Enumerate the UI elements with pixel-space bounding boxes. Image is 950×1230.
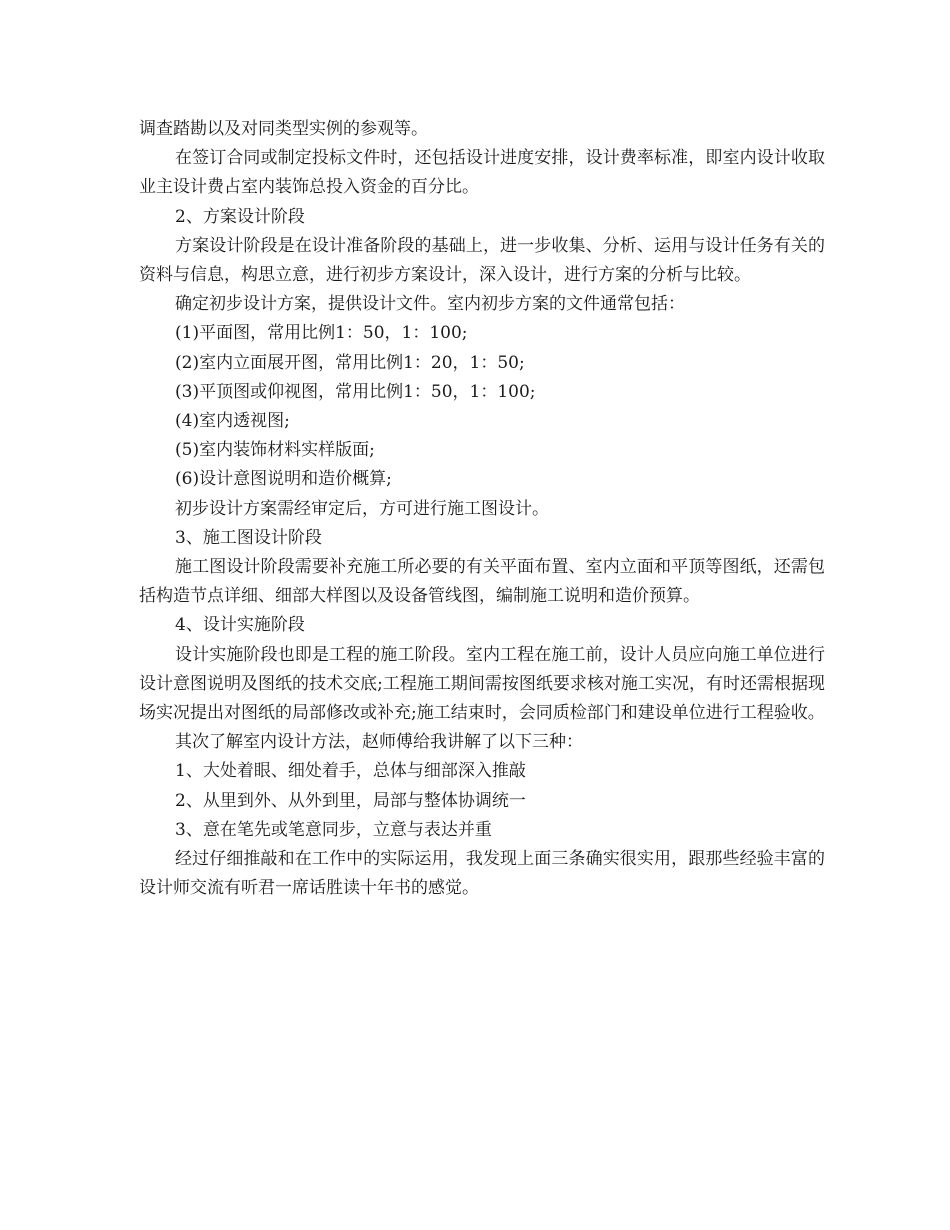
list-item-floor-plan: (1)平面图，常用比例1：50，1：100;	[175, 323, 468, 344]
paragraph-approval-note: 初步设计方案需经审定后，方可进行施工图设计。	[175, 498, 549, 519]
paragraph-survey-continuation: 调查踏勘以及对同类型实例的参观等。	[139, 119, 428, 139]
paragraph-scheme-design-description: 方案设计阶段是在设计准备阶段的基础上，进一步收集、分析、运用与设计任务有关的资料与信息，构思立意，进行初步方案设计，深入设计，进行方案的分析与比较。	[139, 235, 825, 286]
list-item-material-samples: (5)室内装饰材料实样版面;	[175, 440, 375, 461]
paragraph-implementation-description: 设计实施阶段也即是工程的施工阶段。室内工程在施工前，设计人员应向施工单位进行设计意图说明及图纸的技术交底;工程施工期间需按图纸要求核对施工实况，有时还需根据现场实况提出对图纸的局部修改或补充;施工结束时，会同质检部门和建设单位进行工程验收。	[139, 644, 825, 724]
list-item-ceiling-plan: (3)平顶图或仰视图，常用比例1：50，1：100;	[175, 381, 536, 402]
document-body	[139, 115, 825, 903]
list-item-design-intent-budget: (6)设计意图说明和造价概算;	[175, 469, 392, 490]
heading-construction-drawing-stage: 3、施工图设计阶段	[175, 527, 322, 548]
paragraph-construction-drawing-description: 施工图设计阶段需要补充施工所必要的有关平面布置、室内立面和平顶等图纸，还需包括构造节点详细、细部大样图以及设备管线图，编制施工说明和造价预算。	[139, 557, 825, 607]
paragraph-contract-terms: 在签订合同或制定投标文件时，还包括设计进度安排，设计费率标准，即室内设计收取业主设计费占室内装饰总投入资金的百分比。	[139, 148, 825, 198]
list-item-method-two: 2、从里到外、从外到里，局部与整体协调统一	[175, 790, 526, 811]
paragraph-conclusion: 经过仔细推敲和在工作中的实际运用，我发现上面三条确实很实用，跟那些经验丰富的设计师交流有听君一席话胜读十年书的感觉。	[139, 849, 825, 899]
paragraph-design-methods-intro: 其次了解室内设计方法，赵师傅给我讲解了以下三种：	[175, 732, 583, 753]
list-item-elevation: (2)室内立面展开图，常用比例1：20，1：50;	[175, 352, 525, 373]
list-item-perspective: (4)室内透视图;	[175, 411, 290, 432]
list-item-method-one: 1、大处着眼、细处着手，总体与细部深入推敲	[175, 761, 526, 782]
heading-implementation-stage: 4、设计实施阶段	[175, 615, 305, 636]
heading-scheme-design-stage: 2、方案设计阶段	[175, 206, 305, 227]
paragraph-preliminary-documents-intro: 确定初步设计方案，提供设计文件。室内初步方案的文件通常包括：	[175, 294, 685, 315]
list-item-method-three: 3、意在笔先或笔意同步，立意与表达并重	[175, 819, 492, 840]
